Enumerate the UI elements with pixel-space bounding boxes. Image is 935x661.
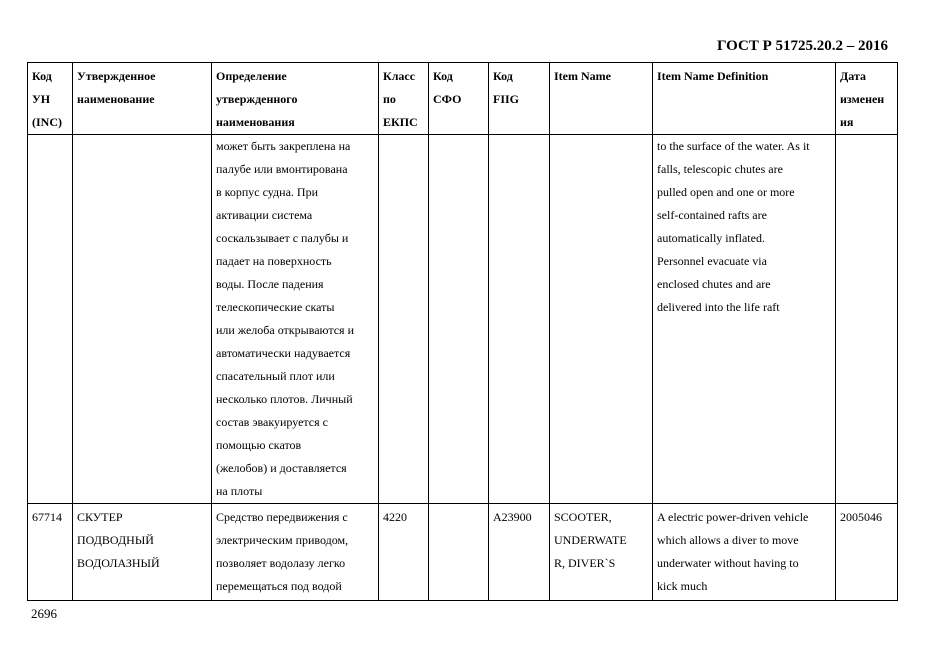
header-sfo-code: [429, 63, 489, 135]
header-fiig-code: [489, 63, 550, 135]
cell-sfo-code: [429, 504, 489, 601]
header-item-name-definition: [653, 63, 836, 135]
cell-line: наименование: [77, 92, 155, 106]
cell-change-date: [836, 135, 898, 504]
cell-line: в корпус судна. При: [216, 185, 318, 199]
cell-line: A electric power-driven vehicle: [657, 510, 809, 524]
cell-line: ЕКПС: [383, 115, 418, 129]
cell-line: Код: [493, 69, 513, 83]
cell-line: self-contained rafts are: [657, 208, 767, 222]
cell-line: палубе или вмонтирована: [216, 162, 348, 176]
cell-line: УН: [32, 92, 51, 106]
cell-line: состав эвакуируется с: [216, 415, 328, 429]
cell-line: enclosed chutes and are: [657, 277, 771, 291]
cell-line: (INC): [32, 115, 62, 129]
cell-line: SCOOTER,: [554, 510, 612, 524]
cell-line: позволяет водолазу легко: [216, 556, 346, 570]
cell-line: перемещаться под водой: [216, 579, 342, 593]
cell-line: помощью скатов: [216, 438, 302, 452]
header-definition: [212, 63, 379, 135]
cell-line: 67714: [32, 510, 62, 524]
cell-line: automatically inflated.: [657, 231, 765, 245]
cell-approved-name: [73, 504, 212, 601]
cell-line: falls, telescopic chutes are: [657, 162, 783, 176]
cell-definition: [212, 504, 379, 601]
cell-line: соскальзывает с палубы и: [216, 231, 349, 245]
table-row: [28, 135, 898, 504]
cell-ekps-class: [379, 135, 429, 504]
cell-definition: [212, 135, 379, 504]
cell-line: which allows a diver to move: [657, 533, 799, 547]
cell-line: pulled open and one or more: [657, 185, 795, 199]
cell-line: Код: [433, 69, 453, 83]
cell-item-name: [550, 504, 653, 601]
cell-inc-code: [28, 135, 73, 504]
cell-fiig-code: [489, 504, 550, 601]
cell-line: автоматически надувается: [216, 346, 351, 360]
header-row: [28, 63, 898, 135]
cell-line: телескопические скаты: [216, 300, 335, 314]
cell-line: ПОДВОДНЫЙ: [77, 533, 154, 547]
cell-line: Код: [32, 69, 52, 83]
cell-line: СКУТЕР: [77, 510, 123, 524]
cell-fiig-code: [489, 135, 550, 504]
document-code: ГОСТ Р 51725.20.2 – 2016: [716, 38, 888, 54]
cell-line: delivered into the life raft: [657, 300, 780, 314]
cell-ekps-class: [379, 504, 429, 601]
cell-item-name-definition: [653, 504, 836, 601]
cell-line: наименования: [216, 115, 295, 129]
cell-line: Personnel evacuate via: [657, 254, 767, 268]
cell-line: A23900: [493, 510, 532, 524]
cell-line: активации система: [216, 208, 313, 222]
cell-line: или желоба открываются и: [216, 323, 354, 337]
cell-line: Item Name Definition: [657, 69, 769, 83]
header-change-date: [836, 63, 898, 135]
cell-line: Средство передвижения с: [216, 510, 348, 524]
header-ekps-class: [379, 63, 429, 135]
cell-line: воды. После падения: [216, 277, 324, 291]
cell-approved-name: [73, 135, 212, 504]
cell-line: 4220: [383, 510, 407, 524]
cell-line: несколько плотов. Личный: [216, 392, 353, 406]
page-number: 2696: [31, 606, 57, 621]
cell-line: изменен: [840, 92, 885, 106]
cell-change-date: [836, 504, 898, 601]
cell-line: R, DIVER`S: [554, 556, 616, 570]
header-approved-name: [73, 63, 212, 135]
cell-line: Дата: [840, 69, 866, 83]
cell-item-name-definition: [653, 135, 836, 504]
cell-line: kick much: [657, 579, 708, 593]
cell-line: Определение: [216, 69, 287, 83]
cell-line: ия: [840, 115, 854, 129]
cell-line: электрическим приводом,: [216, 533, 349, 547]
cell-line: to the surface of the water. As it: [657, 139, 810, 153]
cell-line: спасательный плот или: [216, 369, 335, 383]
cell-line: (желобов) и доставляется: [216, 461, 347, 475]
cell-line: может быть закреплена на: [216, 139, 351, 153]
cell-sfo-code: [429, 135, 489, 504]
cell-line: по: [383, 92, 396, 106]
cell-line: падает на поверхность: [216, 254, 332, 268]
cell-line: ВОДОЛАЗНЫЙ: [77, 556, 160, 570]
cell-line: Класс: [383, 69, 416, 83]
cell-line: UNDERWATE: [554, 533, 627, 547]
cell-item-name: [550, 135, 653, 504]
specification-table: [27, 62, 898, 601]
header-item-name: [550, 63, 653, 135]
cell-line: утвержденного: [216, 92, 298, 106]
cell-line: СФО: [433, 92, 462, 106]
cell-line: Утвержденное: [77, 69, 156, 83]
table-row: [28, 504, 898, 601]
cell-line: на плоты: [216, 484, 263, 498]
header-inc-code: [28, 63, 73, 135]
cell-line: underwater without having to: [657, 556, 799, 570]
cell-inc-code: [28, 504, 73, 601]
cell-line: 2005046: [840, 510, 882, 524]
cell-line: FIIG: [493, 92, 520, 106]
cell-line: Item Name: [554, 69, 611, 83]
